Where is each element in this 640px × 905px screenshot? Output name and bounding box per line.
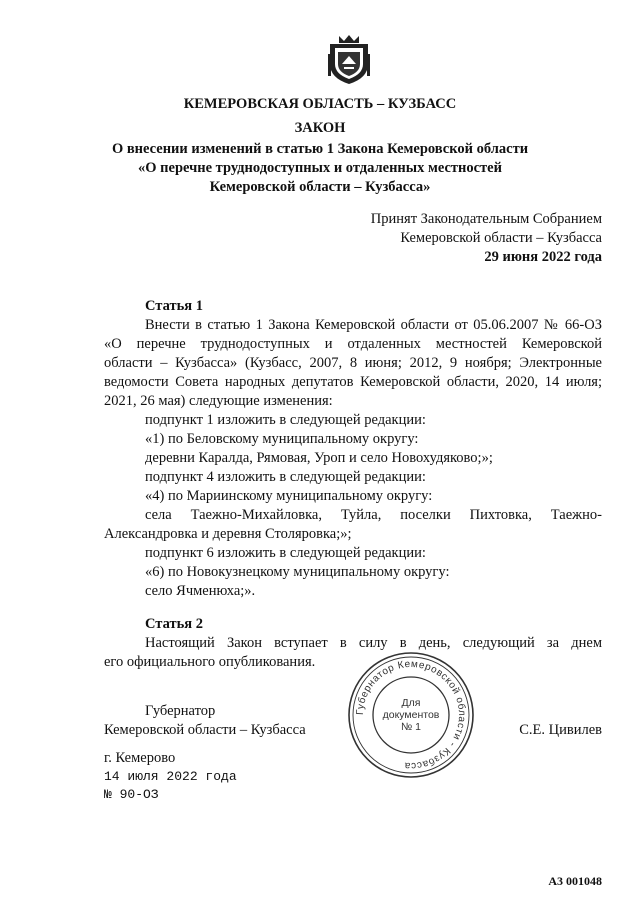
article-1-line: области – Кузбасса» (Кузбасс, 2007, 8 июня; 2012, 9 ноября; Электронные — [104, 355, 602, 371]
adoption-line-1: Принят Законодательным Собранием — [370, 211, 602, 227]
governor-region: Кемеровской области – Кузбасса — [104, 722, 306, 738]
signing-date: 14 июля 2022 года — [104, 769, 237, 784]
stamp-inner-line-1: Для — [401, 697, 421, 709]
region-heading: КЕМЕРОВСКАЯ ОБЛАСТЬ – КУЗБАСС — [183, 96, 457, 112]
article-1-line: 2021, 26 мая) следующие изменения: — [104, 393, 333, 409]
adoption-line-2: Кемеровской области – Кузбасса — [400, 230, 602, 246]
stamp-seal-icon — [346, 650, 476, 780]
form-serial-number: А3 001048 — [548, 874, 602, 888]
article-2-heading: Статья 2 — [145, 616, 203, 632]
article-1-line: деревни Каралда, Рямовая, Уроп и село Новохудяково;»; — [145, 450, 493, 466]
governor-name: С.Е. Цивилев — [519, 722, 602, 738]
article-1-line: подпункт 1 изложить в следующей редакции: — [145, 412, 426, 428]
article-2-line: его официального опубликования. — [104, 654, 316, 670]
article-1-line: «О перечне труднодоступных и отдаленных местностей Кемеровской — [104, 336, 602, 352]
law-title-line-3: Кемеровской области – Кузбасса» — [209, 179, 431, 195]
stamp-inner-line-3: № 1 — [400, 721, 422, 733]
article-1-line: Внести в статью 1 Закона Кемеровской области от 05.06.2007 № 66-ОЗ — [145, 317, 602, 333]
article-1-line: ведомости Совета народных депутатов Кемеровской области, 2020, 14 июля; — [104, 374, 602, 390]
city: г. Кемерово — [104, 750, 176, 766]
stamp-inner-line-2: документов — [382, 709, 440, 721]
law-title-line-1: О внесении изменений в статью 1 Закона Кемеровской области — [111, 141, 529, 157]
governor-title: Губернатор — [145, 703, 216, 719]
official-stamp — [346, 650, 476, 780]
stamp-ring-text: Губернатор Кемеровской области - Кузбасса — [354, 658, 468, 772]
article-1-line: село Ячменюха;». — [145, 583, 256, 599]
article-1-line: подпункт 4 изложить в следующей редакции: — [145, 469, 426, 485]
law-number: № 90-ОЗ — [104, 787, 159, 802]
coat-of-arms-icon — [326, 34, 372, 86]
article-2-line: Настоящий Закон вступает в силу в день, следующий за днем — [145, 635, 602, 651]
adoption-date: 29 июня 2022 года — [484, 249, 602, 265]
article-1-line: подпункт 6 изложить в следующей редакции: — [145, 545, 426, 561]
article-1-line: Александровка и деревня Столяровка;»; — [104, 526, 352, 542]
article-1-line: «6) по Новокузнецкому муниципальному округу: — [145, 564, 450, 580]
law-title-line-2: «О перечне труднодоступных и отдаленных местностей — [138, 160, 502, 176]
article-1-line: «4) по Мариинскому муниципальному округу: — [145, 488, 433, 504]
article-1-line: «1) по Беловскому муниципальному округу: — [145, 431, 419, 447]
doc-type-heading: ЗАКОН — [294, 120, 346, 136]
article-1-heading: Статья 1 — [145, 298, 203, 314]
article-1-line: села Таежно-Михайловка, Туйла, поселки Пихтовка, Таежно- — [145, 507, 602, 523]
